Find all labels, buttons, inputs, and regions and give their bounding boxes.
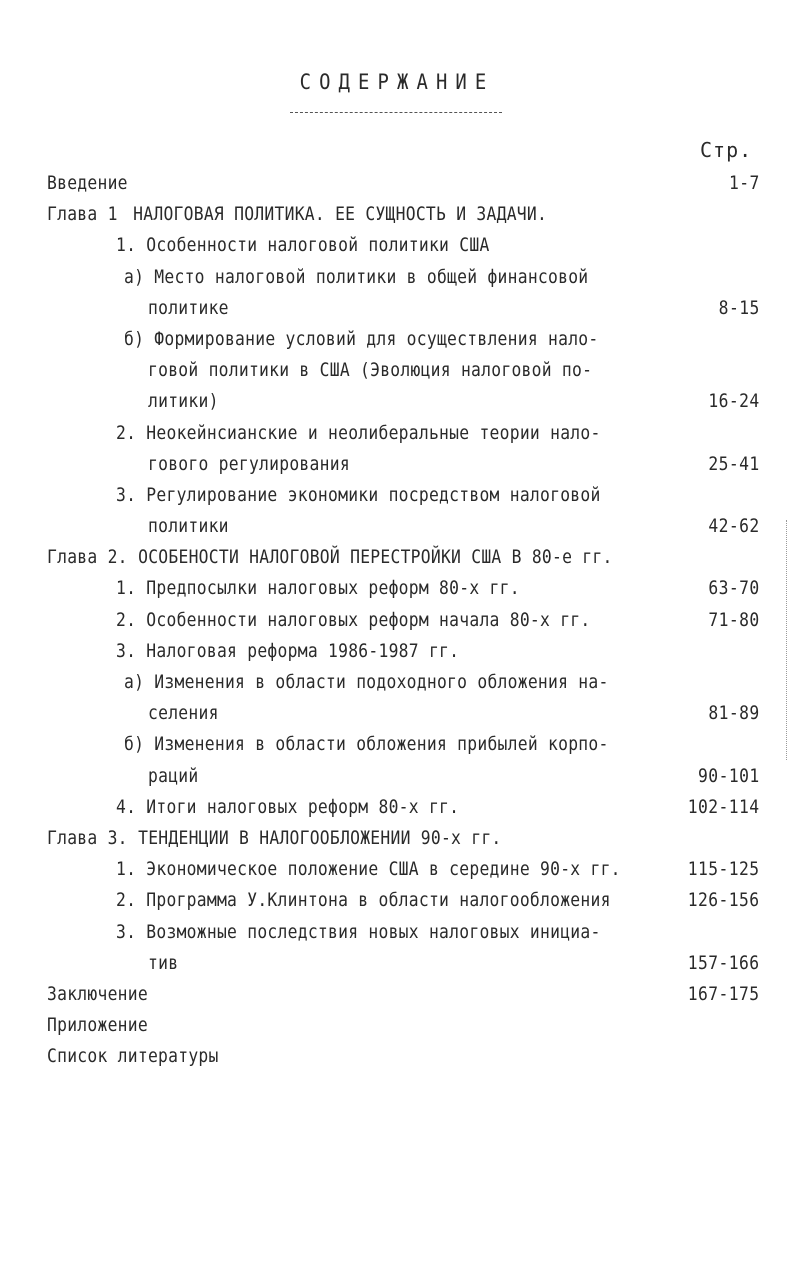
toc-entry xyxy=(0,605,794,636)
toc-entry-appendix xyxy=(0,1010,794,1041)
toc-entry xyxy=(0,885,794,916)
toc-entry-text: селения xyxy=(148,702,219,725)
toc-entry-page: 25-41 xyxy=(708,452,760,475)
toc-entry-page: 102-114 xyxy=(688,795,760,818)
toc-entry-page: 81-89 xyxy=(708,702,760,725)
toc-entry-page: 42-62 xyxy=(708,515,760,538)
toc-entry-text: 3. Возможные последствия новых налоговых инициа- xyxy=(116,920,601,943)
toc-entry-introduction xyxy=(0,168,794,199)
toc-entry xyxy=(0,636,794,667)
toc-entry-page: 1-7 xyxy=(729,172,760,194)
toc-entry-text: 1. Предпосылки налоговых реформ 80-х гг. xyxy=(116,577,520,600)
toc-entry-text: политики xyxy=(148,515,229,538)
chapter-title: НАЛОГОВАЯ ПОЛИТИКА. ЕЕ СУЩНОСТЬ И ЗАДАЧИ. xyxy=(133,203,548,226)
toc-entry xyxy=(0,449,794,480)
toc-title: СОДЕРЖАНИЕ xyxy=(299,70,495,94)
toc-entry xyxy=(0,698,794,729)
toc-chapter-3 xyxy=(0,823,794,854)
toc-entry-page: 126-156 xyxy=(688,889,760,912)
toc-entry-page: 115-125 xyxy=(688,858,760,881)
toc-entry xyxy=(0,262,794,293)
toc-chapter-heading xyxy=(47,542,613,573)
toc-entry-text: 1. Экономическое положение США в середине 90-х гг. xyxy=(116,858,621,881)
toc-entry-page: 8-15 xyxy=(718,296,760,319)
toc-entry-text: б) Формирование условий для осуществления нало- xyxy=(124,327,599,350)
chapter-title: ТЕНДЕНЦИИ В НАЛОГООБЛОЖЕНИИ 90-х гг. xyxy=(138,826,502,849)
toc-entry-text: политике xyxy=(148,296,229,319)
toc-entry-text: 2. Программа У.Клинтона в области налогообложения xyxy=(116,889,611,912)
toc-entry xyxy=(0,386,794,417)
toc-entry xyxy=(0,293,794,324)
toc-entry-text: говой политики в США (Эволюция налоговой по- xyxy=(148,359,593,382)
toc-entry-text: 2. Особенности налоговых реформ начала 80-х гг. xyxy=(116,608,591,631)
toc-entry xyxy=(0,230,794,261)
toc-entry-text: 1. Особенности налоговой политики США xyxy=(116,234,490,257)
toc-entry xyxy=(0,948,794,979)
toc-entry-text: раций xyxy=(148,764,199,787)
toc-entry xyxy=(0,729,794,760)
toc-entry-text: тив xyxy=(148,951,179,974)
toc-entry-text: Введение xyxy=(47,172,128,194)
toc-entry xyxy=(0,761,794,792)
toc-entry-page: 16-24 xyxy=(708,390,760,413)
toc-entry-text: а) Место налоговой политики в общей финансовой xyxy=(124,265,589,288)
toc-entry-text: 3. Регулирование экономики посредством налоговой xyxy=(116,483,601,506)
toc-entry xyxy=(0,917,794,948)
toc-entry-page: 157-166 xyxy=(688,951,760,974)
toc-entry xyxy=(0,418,794,449)
toc-entry-page: 167-175 xyxy=(688,982,760,1005)
toc-entry-text: Заключение xyxy=(47,982,148,1005)
toc-entry-text: гового регулирования xyxy=(148,452,350,475)
toc-entry-text: а) Изменения в области подоходного обложения на- xyxy=(124,671,609,693)
toc-entry xyxy=(0,480,794,511)
toc-entry-text: Приложение xyxy=(47,1014,148,1037)
chapter-label: Глава 3. xyxy=(47,826,128,849)
toc-chapter-2 xyxy=(0,542,794,573)
title-underline xyxy=(290,112,502,113)
chapter-title: ОСОБЕНОСТИ НАЛОГОВОЙ ПЕРЕСТРОЙКИ США В 80-е гг. xyxy=(138,546,613,569)
toc-chapter-1 xyxy=(0,199,794,230)
toc-entry xyxy=(0,324,794,355)
toc-entry-page: 71-80 xyxy=(708,608,760,631)
toc-entry-text: Список литературы xyxy=(47,1045,219,1068)
toc-entry xyxy=(0,667,794,698)
toc-entry-text: 3. Налоговая реформа 1986-1987 гг. xyxy=(116,639,460,662)
toc-entry-text: литики) xyxy=(148,390,219,413)
toc-entry xyxy=(0,573,794,604)
toc-entry-conclusion xyxy=(0,979,794,1010)
page-column-header: Стр. xyxy=(700,138,753,162)
toc-entry-page: 90-101 xyxy=(698,764,760,787)
toc-entry-text: 2. Неокейнсианские и неолиберальные теории нало- xyxy=(116,421,601,444)
toc-entry-text: б) Изменения в области обложения прибылей корпо- xyxy=(124,733,609,756)
toc-entry-bibliography xyxy=(0,1041,794,1072)
chapter-label: Глава 1 xyxy=(47,203,118,226)
toc-entry xyxy=(0,511,794,542)
toc-entry-page: 63-70 xyxy=(708,577,760,600)
toc-entry xyxy=(0,355,794,386)
toc-chapter-heading xyxy=(47,199,547,230)
toc-chapter-heading xyxy=(47,823,502,854)
toc-entry xyxy=(0,854,794,885)
toc-entry-text: 4. Итоги налоговых реформ 80-х гг. xyxy=(116,795,460,818)
toc-entry xyxy=(0,792,794,823)
chapter-label: Глава 2. xyxy=(47,546,128,569)
table-of-contents xyxy=(0,168,794,1072)
